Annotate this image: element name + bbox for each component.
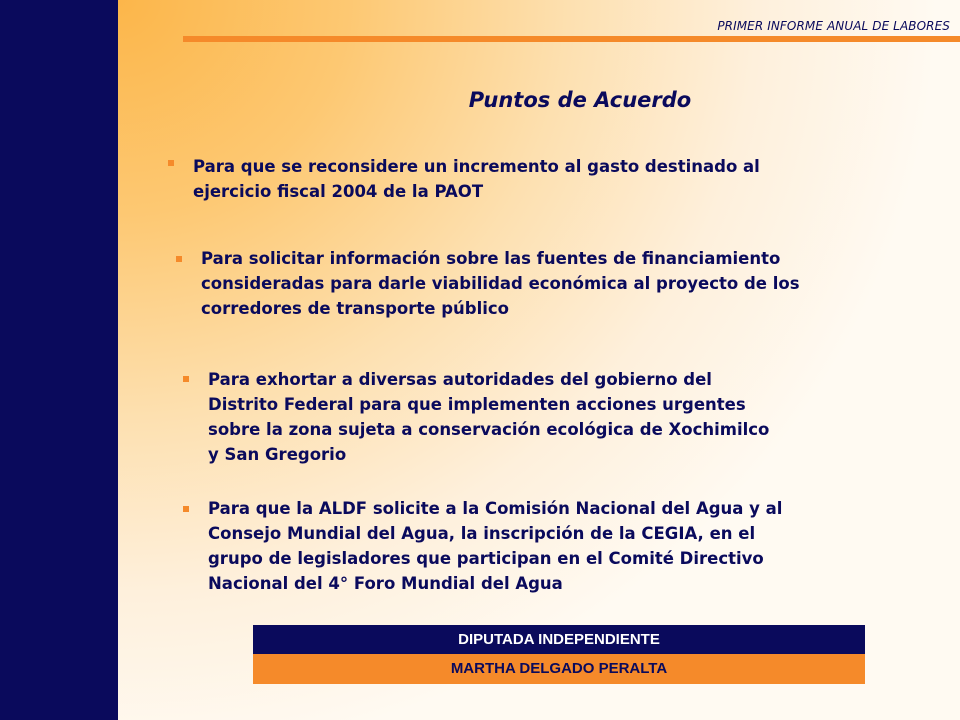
signature-role: DIPUTADA INDEPENDIENTE <box>253 625 865 654</box>
agreement-point-4: Para que la ALDF solicite a la Comisión Nacional del Agua y al Consejo Mundial del Agua, la inscripción de la CEGIA, en el grupo de legisladores que participan en el Comité Directivo Nacional del 4° Foro Mundial del Agua <box>208 499 783 593</box>
report-header: PRIMER INFORME ANUAL DE LABORES <box>717 19 950 33</box>
agreement-point-1: Para que se reconsidere un incremento al gasto destinado al ejercicio fiscal 2004 de la PAOT <box>193 157 760 201</box>
slide-title: Puntos de Acuerdo <box>468 88 692 112</box>
square-bullet-icon <box>176 256 182 262</box>
square-bullet-icon <box>168 160 174 166</box>
agreement-point-2: Para solicitar información sobre las fuentes de financiamiento consideradas para darle viabilidad económica al proyecto de los corredores de transporte público <box>201 249 800 318</box>
agreement-point-3: Para exhortar a diversas autoridades del gobierno del Distrito Federal para que implementen acciones urgentes sobre la zona sujeta a conservación ecológica de Xochimilco y San Gregorio <box>208 370 770 464</box>
header-rule <box>183 36 960 42</box>
signature-name: MARTHA DELGADO PERALTA <box>253 654 865 684</box>
square-bullet-icon <box>183 376 189 382</box>
left-accent-bar <box>0 0 118 720</box>
square-bullet-icon <box>183 506 189 512</box>
